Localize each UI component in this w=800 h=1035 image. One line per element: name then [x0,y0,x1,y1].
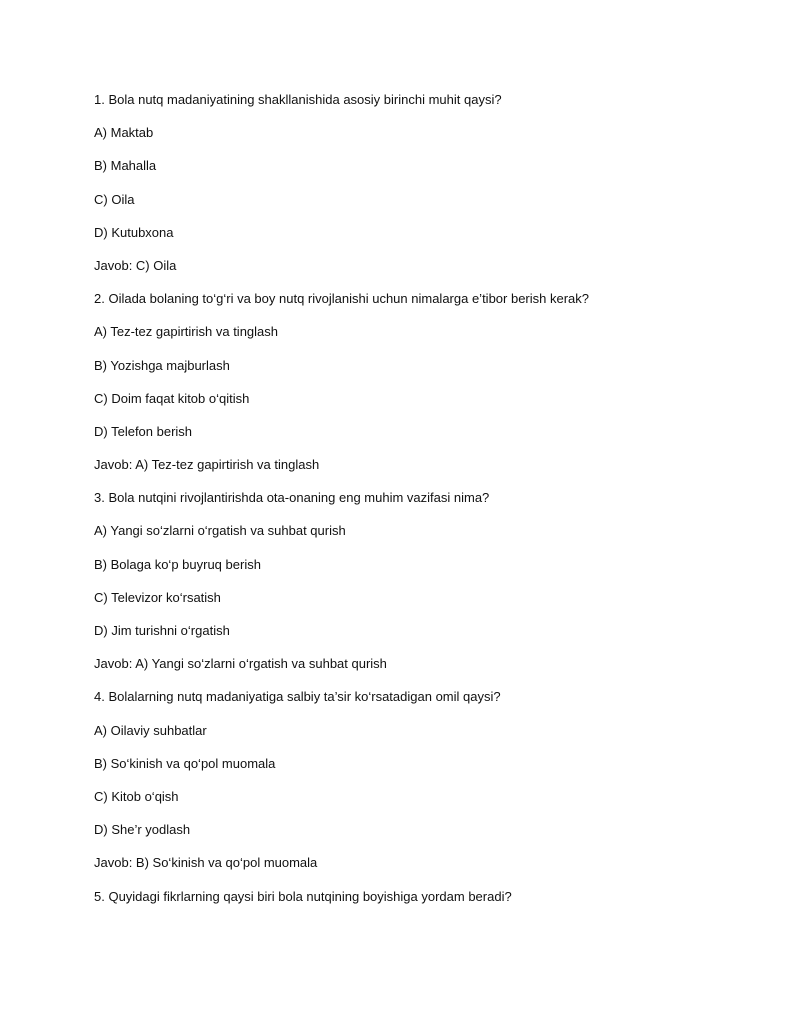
question-2-option-b: B) Yozishga majburlash [94,357,230,373]
question-4-option-b: B) So‘kinish va qo‘pol muomala [94,755,276,771]
question-3: 3. Bola nutqini rivojlantirishda ota-onaning eng muhim vazifasi nima? [94,490,490,506]
question-1-option-b: B) Mahalla [94,158,157,174]
question-1: 1. Bola nutq madaniyatining shakllanishida asosiy birinchi muhit qaysi? [94,92,502,107]
question-4-option-c: C) Kitob o‘qish [94,788,179,804]
question-4-answer: Javob: B) So‘kinish va qo‘pol muomala [94,855,318,871]
question-3-option-a: A) Yangi so‘zlarni o‘rgatish va suhbat qurish [94,523,346,539]
question-2: 2. Oilada bolaning to‘g‘ri va boy nutq rivojlanishi uchun nimalarga e’tibor berish kerak? [94,291,590,307]
question-4: 4. Bolalarning nutq madaniyatiga salbiy ta’sir ko‘rsatadigan omil qaysi? [94,689,501,705]
question-4-option-a: A) Oilaviy suhbatlar [94,722,207,738]
question-1-answer: Javob: C) Oila [94,257,177,273]
question-2-answer: Javob: A) Tez-tez gapirtirish va tinglash [94,457,320,473]
question-3-answer: Javob: A) Yangi so‘zlarni o‘rgatish va suhbat qurish [94,656,387,672]
question-4-option-d: D) She’r yodlash [94,822,191,838]
question-1-option-a: A) Maktab [94,125,154,141]
question-3-option-b: B) Bolaga ko‘p buyruq berish [94,556,261,572]
question-2-option-a: A) Tez-tez gapirtirish va tinglash [94,324,279,340]
question-5: 5. Quyidagi fikrlarning qaysi biri bola nutqining boyishiga yordam beradi? [94,888,512,904]
question-2-option-d: D) Telefon berish [94,423,193,439]
question-1-option-c: C) Oila [94,191,135,207]
question-3-option-d: D) Jim turishni o‘rgatish [94,623,230,638]
question-1-option-d: D) Kutubxona [94,224,174,240]
question-2-option-c: C) Doim faqat kitob o‘qitish [94,390,250,406]
quiz-content [94,91,754,921]
question-3-option-c: C) Televizor ko‘rsatish [94,589,221,605]
